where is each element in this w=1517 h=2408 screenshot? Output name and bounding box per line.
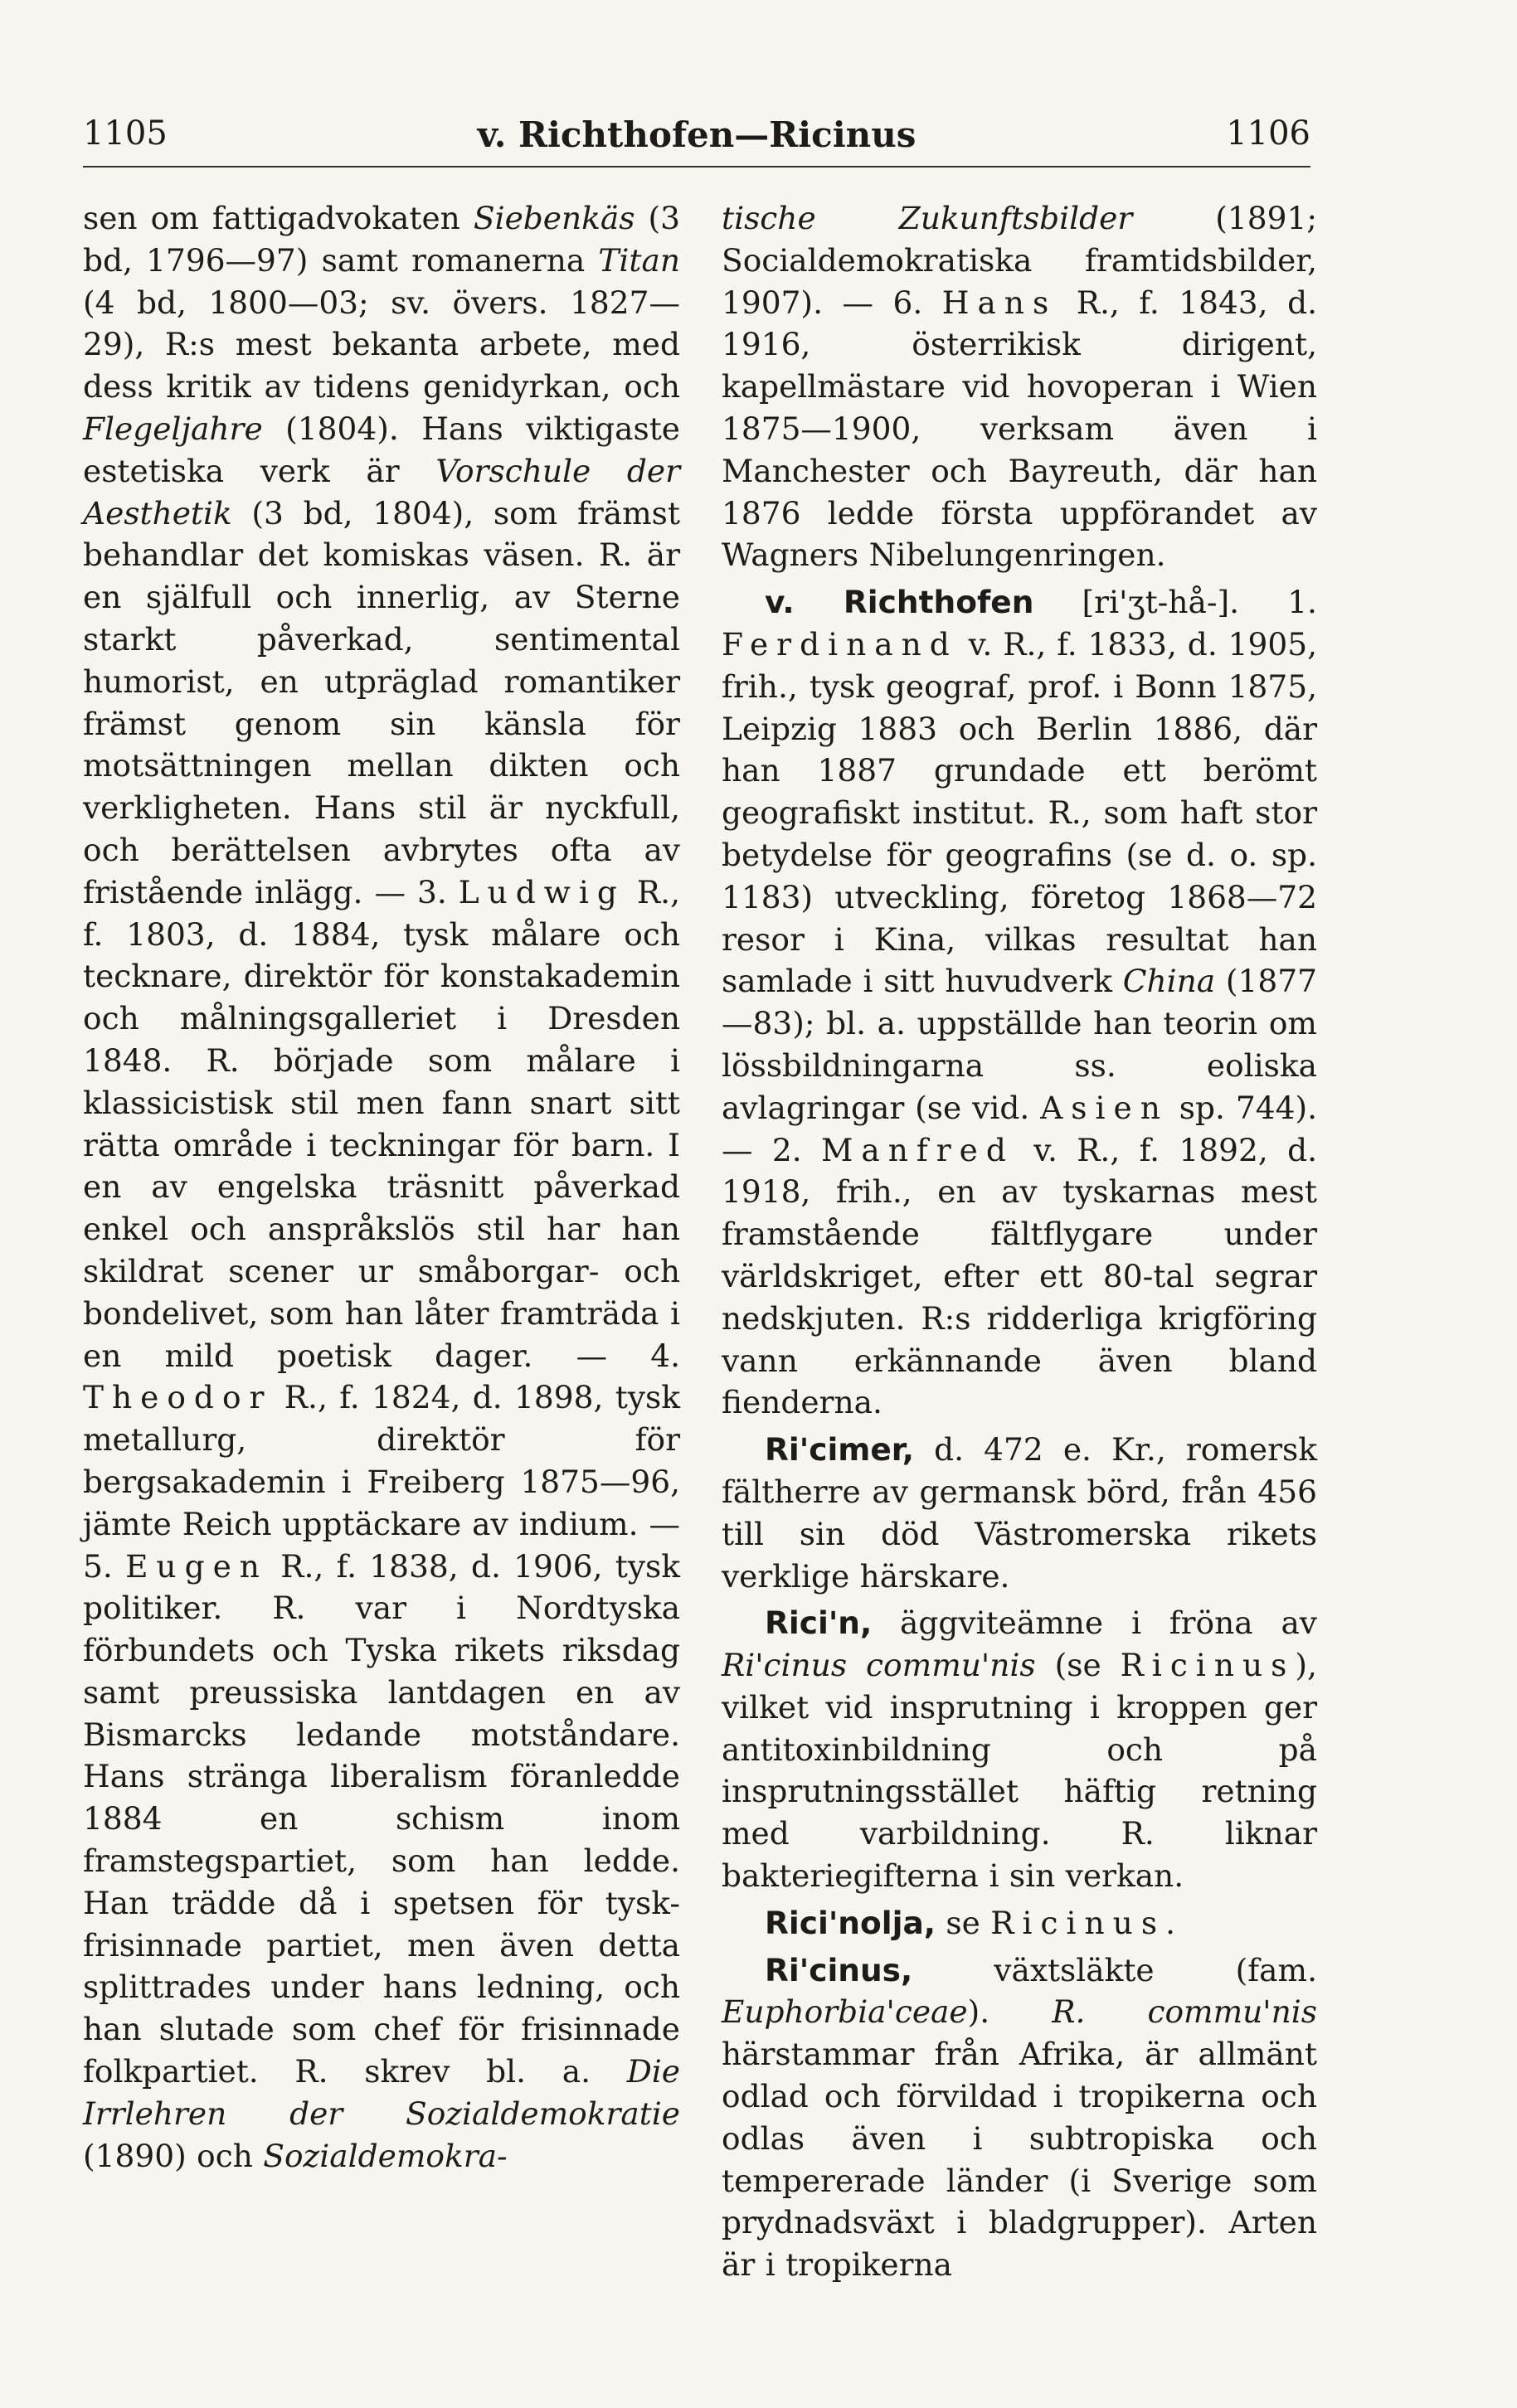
text-run: ), vilket vid insprutning i kroppen ger antitoxinbildning och på insprutningsstället häftig retning med varbildning. R. liknar bakteriegifterna i sin verkan.	[722, 1647, 1317, 1895]
header-rule	[83, 166, 1310, 167]
text-run: äggviteämne i fröna av	[872, 1605, 1317, 1642]
text-run: v. R., f. 1833, d. 1905, frih., tysk geograf, prof. i Bonn 1875, Leipzig 1883 och Berlin 1886, där han 1887 grundade ett berömt geografiskt institut. R., som haft stor betydelse för geografins (se d. o. sp. 1183) utveckling, företog 1868—72 resor i Kina, vilkas resultat han samlade i sitt huvudverk	[722, 625, 1317, 1000]
cross-reference: Ricinus	[990, 1904, 1166, 1941]
headword: Ri'cinus,	[765, 1951, 913, 1988]
text-run: (1877—83); bl. a. uppställde han teorin om lössbildningarna ss. eoliska avlagringar (se vid.	[722, 963, 1317, 1126]
text-run: R., f. 1803, d. 1884, tysk målare och tecknare, direktör för konstakademin och målningsgalleriet i Dresden 1848. R. började som målare i klassicistisk stil men fann snart sitt rätta område i teckningar för barn. I en av engelska träsnitt påverkad enkel och anspråkslös stil har han skildrat scener ur småborgar- och bondelivet, som han låter framträda i en mild poetisk dager. — 4.	[83, 873, 680, 1374]
text-run: d. 472 e. Kr., romersk fältherre av germansk börd, från 456 till sin död Västromerska rikets verklige härskare.	[722, 1431, 1317, 1595]
italic-title: Sozialdemokra-	[263, 2137, 508, 2174]
text-run: sen om fattigadvokaten	[83, 200, 474, 236]
text-run: R., f. 1824, d. 1898, tysk metallurg, direktör för bergsakademin i Freiberg 1875—96, jämte Reich upptäckare av indium. — 5.	[83, 1379, 680, 1585]
headword: v. Richthofen	[765, 584, 1034, 621]
text-run: härstammar från Afrika, är allmänt odlad och förvildad i tropikerna och odlas även i subtropiska och tempererade länder (i Sverige som prydnadsväxt i bladgrupper). Arten är i tropikerna	[722, 2036, 1317, 2284]
text-run: sp. 744). — 2.	[722, 1089, 1317, 1168]
italic-title: tische Zukunftsbilder	[722, 200, 1133, 236]
italic-title: Ri'cinus commu'nis	[722, 1647, 1036, 1684]
italic-title: Vorschule der Aesthetik	[83, 452, 680, 532]
text-run: [ri'ʒt-hå-]. 1.	[1033, 584, 1317, 621]
right-column	[722, 197, 1317, 2286]
spaced-name: Manfred	[820, 1131, 1014, 1168]
spaced-name: Ferdinand	[722, 625, 958, 663]
text-run: (3 bd, 1804), som främst behandlar det komiskas väsen. R. är en själfull och innerlig, av Sterne starkt påverkad, sentimental humorist, en utpräglad romantiker främst genom sin känsla för motsättningen mellan dikten och verkligheten. Hans stil är nyckfull, och berättelsen avbrytes ofta av fristående inlägg. — 3.	[83, 494, 680, 910]
left-paragraph	[83, 197, 680, 2177]
text-run: (1891; Socialdemokratiska framtidsbilder, 1907). — 6.	[722, 200, 1317, 321]
right-paragraph	[722, 197, 1317, 576]
page-number-left: 1105	[83, 114, 168, 153]
spaced-name: Hans	[941, 284, 1058, 321]
cross-reference: Ricinus	[1120, 1647, 1296, 1684]
spaced-name: Eugen	[125, 1547, 268, 1585]
text-run: (1804). Hans viktigaste estetiska verk är	[83, 410, 680, 489]
italic-title: Die Irrlehren der Sozialdemokratie	[83, 2053, 680, 2132]
italic-title: Flegeljahre	[83, 410, 263, 447]
spaced-name: Asien	[1040, 1089, 1169, 1126]
text-run: (4 bd, 1800—03; sv. övers. 1827—29), R:s mest bekanta arbete, med dess kritik av tidens genidyrkan, och	[83, 284, 680, 405]
spaced-name: Theodor	[83, 1379, 273, 1416]
text-run: ).	[967, 1993, 1053, 2031]
entry-richthofen	[722, 581, 1317, 1424]
entry-ricinus	[722, 1949, 1317, 2286]
page-number-right: 1106	[1226, 114, 1310, 153]
text-run: växtsläkte (fam.	[912, 1951, 1317, 1988]
headword: Rici'nolja,	[765, 1904, 936, 1941]
italic-title: Euphorbia'ceae	[722, 1993, 968, 2031]
italic-title: R. commu'nis	[1052, 1993, 1317, 2031]
left-column	[83, 197, 680, 2177]
spaced-name: Ludwig	[458, 873, 625, 910]
text-run: R., f. 1843, d. 1916, österrikisk dirigent, kapellmästare vid hovoperan i Wien 1875—1900, verksam även i Manchester och Bayreuth, där han 1876 ledde första uppförandet av Wagners Nibelungenringen.	[722, 284, 1318, 574]
italic-title: China	[1122, 963, 1216, 1000]
text-run: v. R., f. 1892, d. 1918, frih., en av tyskarnas mest framstående fältflygare under världskriget, efter ett 80-tal segrar nedskjuten. R:s ridderliga krigföring vann erkännande även bland fienderna.	[722, 1131, 1318, 1421]
headword: Rici'n,	[765, 1605, 873, 1642]
text-run: .	[1165, 1904, 1175, 1941]
entry-ricin	[722, 1602, 1317, 1897]
text-run: R., f. 1838, d. 1906, tysk politiker. R. var i Nordtyska förbundets och Tyska rikets riksdag samt preussiska lantdagen en av Bismarcks ledande motståndare. Hans stränga liberalism föranledde 1884 en schism inom framstegspartiet, som han ledde. Han trädde då i spetsen för tysk-frisinnade partiet, men även detta splittrades under hans ledning, och han slutade som chef för frisinnade folkpartiet. R. skrev bl. a.	[83, 1547, 680, 2090]
text-run: (3 bd, 1796—97) samt romanerna	[83, 200, 680, 279]
text-run: se	[936, 1904, 991, 1941]
text-run: (se	[1035, 1647, 1121, 1684]
italic-title: Siebenkäs	[473, 200, 635, 236]
headword: Ri'cimer,	[765, 1431, 915, 1469]
running-title: v. Richthofen—Ricinus	[477, 114, 917, 155]
italic-title: Titan	[598, 241, 680, 279]
entry-ricinolja	[722, 1902, 1317, 1944]
text-run: (1890) och	[83, 2137, 264, 2174]
entry-ricimer	[722, 1429, 1317, 1597]
page-header	[83, 106, 1310, 164]
